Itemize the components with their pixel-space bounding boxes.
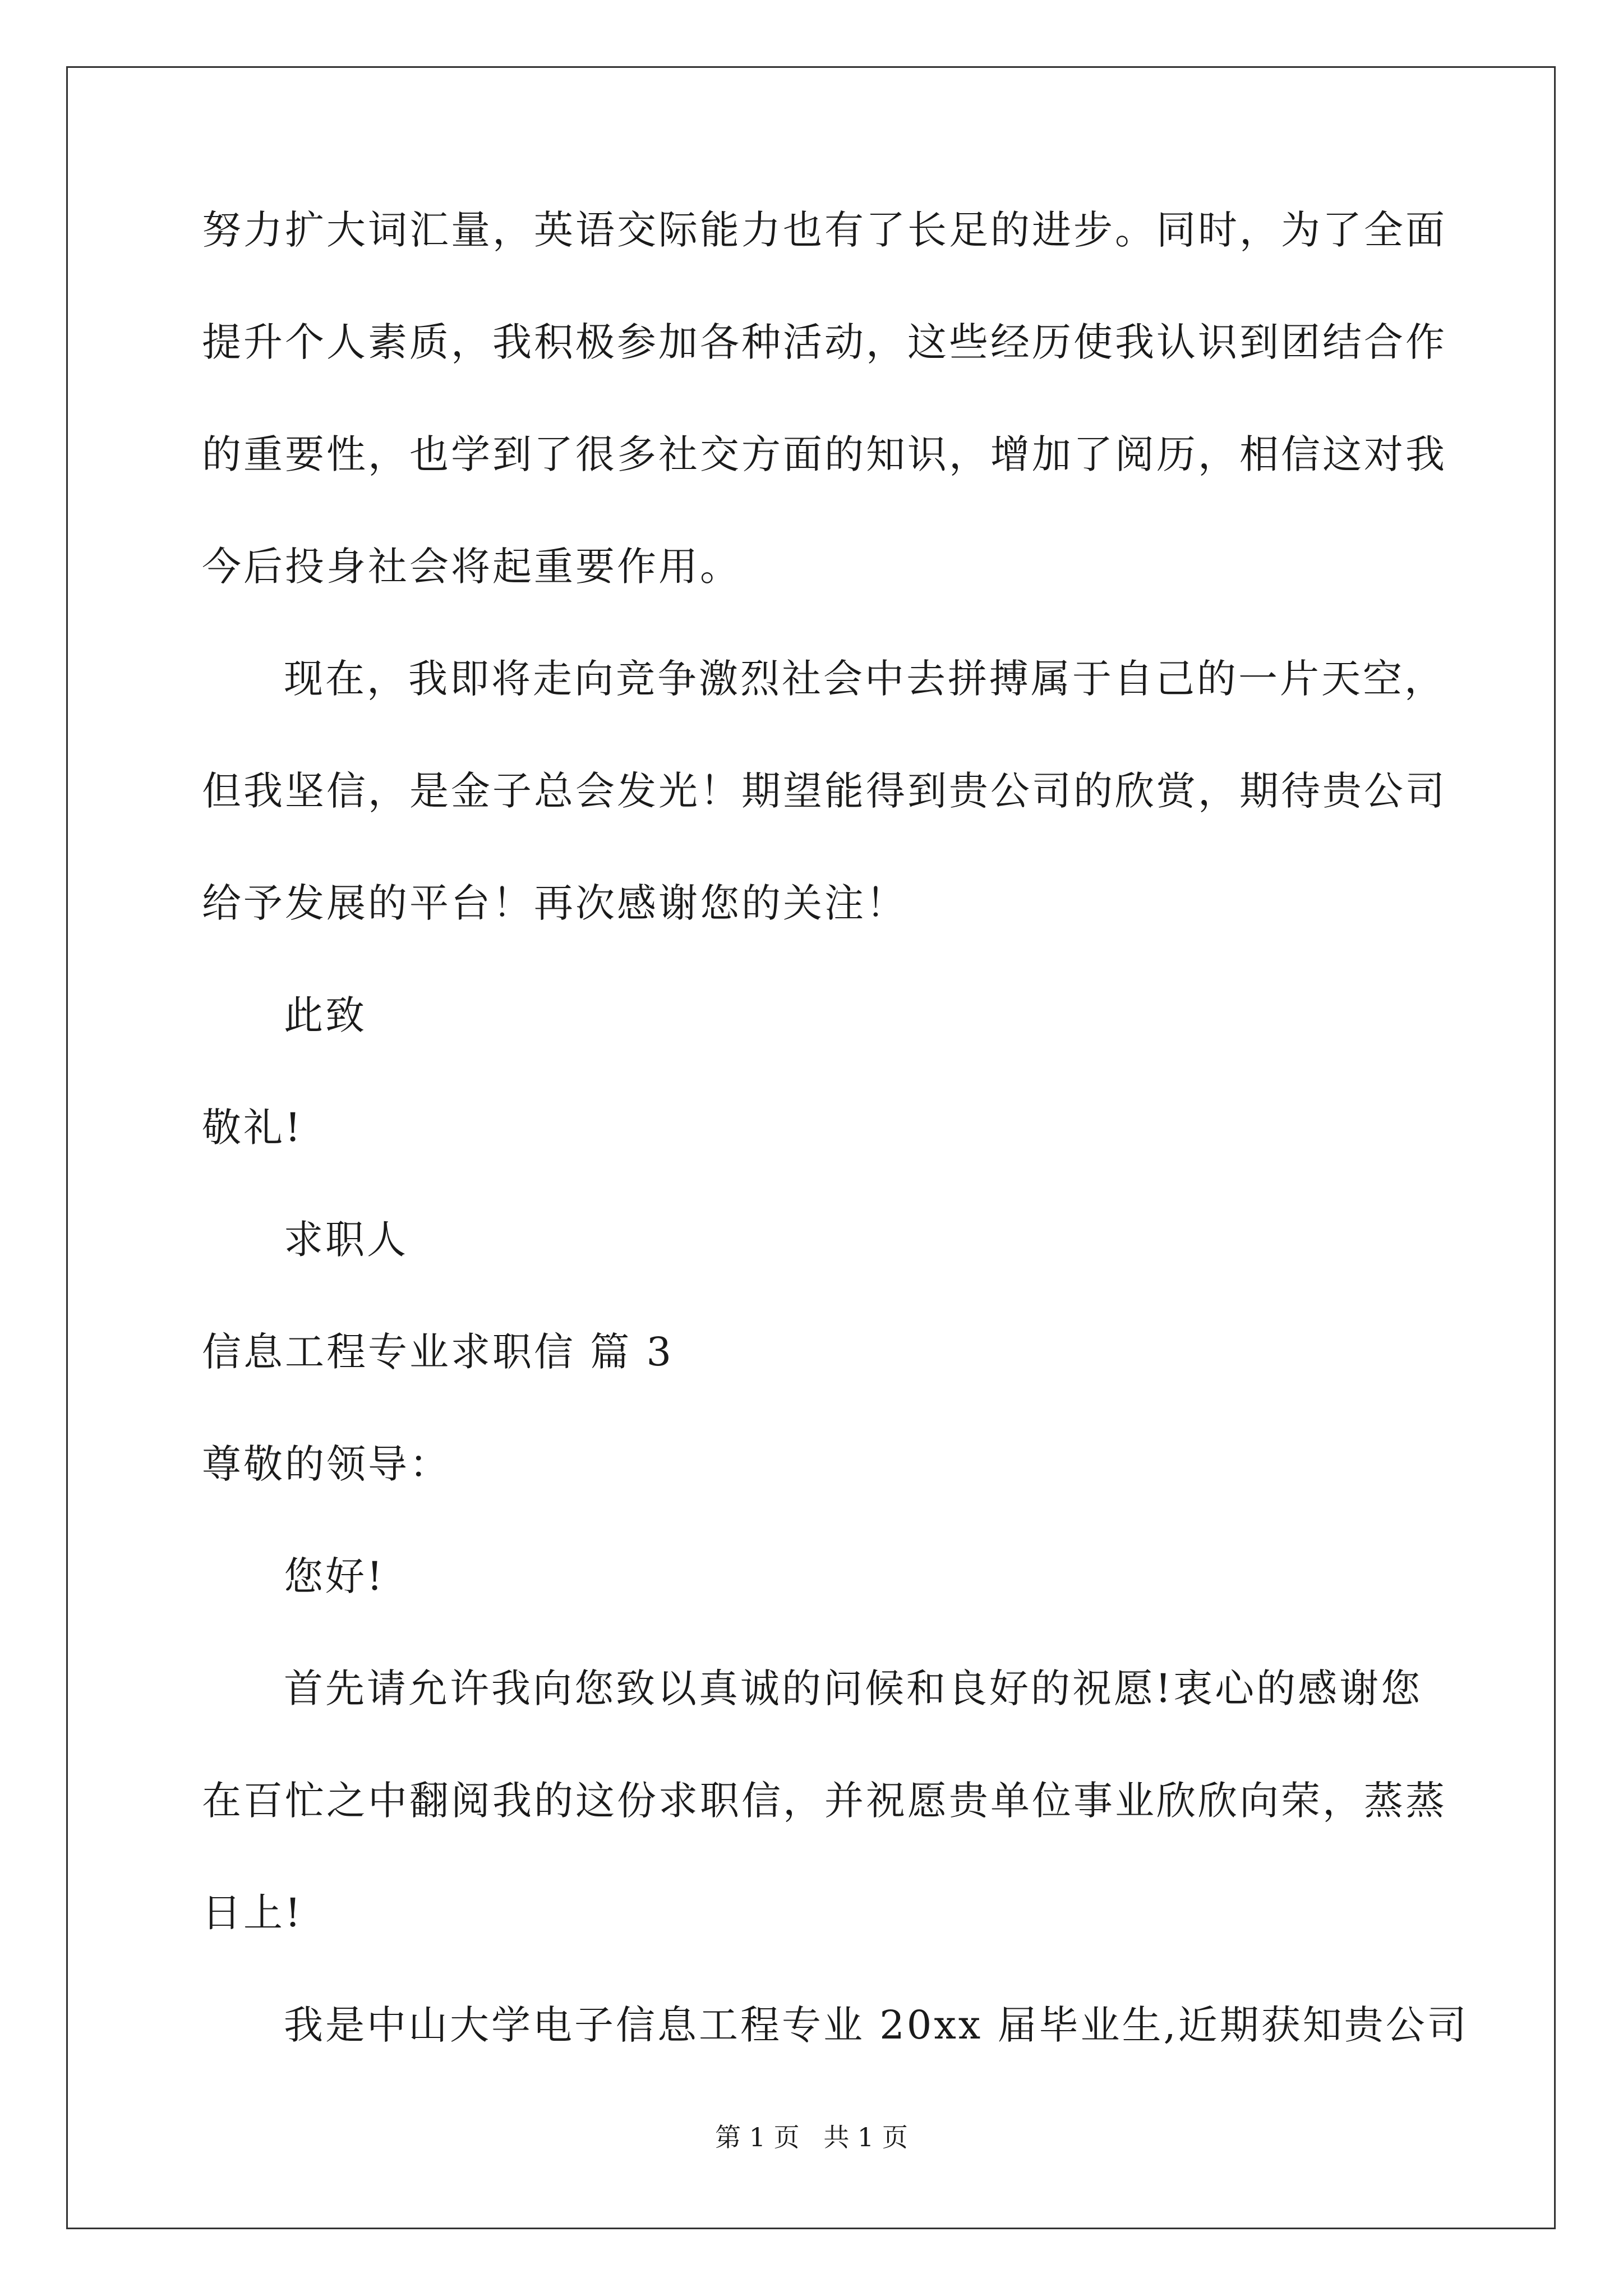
greeting-recipient: 尊敬的领导： [202, 1441, 451, 1487]
text-line-5: 现在，我即将走向竞争激烈社会中去拼搏属于自己的一片天空， [284, 656, 1446, 702]
text-line-4: 今后投身社会将起重要作用。 [202, 544, 741, 590]
text-line-3: 的重要性，也学到了很多社交方面的知识，增加了阅历，相信这对我 [202, 431, 1447, 477]
text-line-15: 在百忙之中翻阅我的这份求职信，并祝愿贵单位事业欣欣向荣，蒸蒸 [202, 1778, 1447, 1824]
signature-label: 求职人 [284, 1217, 408, 1263]
text-line-17: 我是中山大学电子信息工程专业 20xx 届毕业生,近期获知贵公司 [284, 2002, 1469, 2048]
text-line-7: 给予发展的平台！再次感谢您的关注！ [202, 880, 907, 926]
text-line-16: 日上! [202, 1890, 303, 1936]
text-line-6: 但我坚信，是金子总会发光！期望能得到贵公司的欣赏，期待贵公司 [202, 768, 1447, 814]
page-number: 第 1 页 [715, 2122, 800, 2152]
closing-salutation: 此致 [284, 992, 367, 1038]
page-footer [0, 2120, 1623, 2154]
page-total: 共 1 页 [823, 2122, 908, 2152]
greeting-hello: 您好! [284, 1553, 385, 1599]
closing-regards: 敬礼! [202, 1105, 303, 1151]
text-line-14: 首先请允许我向您致以真诚的问候和良好的祝愿!衷心的感谢您 [284, 1665, 1423, 1711]
section-title: 信息工程专业求职信 篇 3 [202, 1329, 674, 1375]
text-line-1: 努力扩大词汇量，英语交际能力也有了长足的进步。同时，为了全面 [202, 207, 1447, 253]
text-line-2: 提升个人素质，我积极参加各种活动，这些经历使我认识到团结合作 [202, 319, 1447, 365]
